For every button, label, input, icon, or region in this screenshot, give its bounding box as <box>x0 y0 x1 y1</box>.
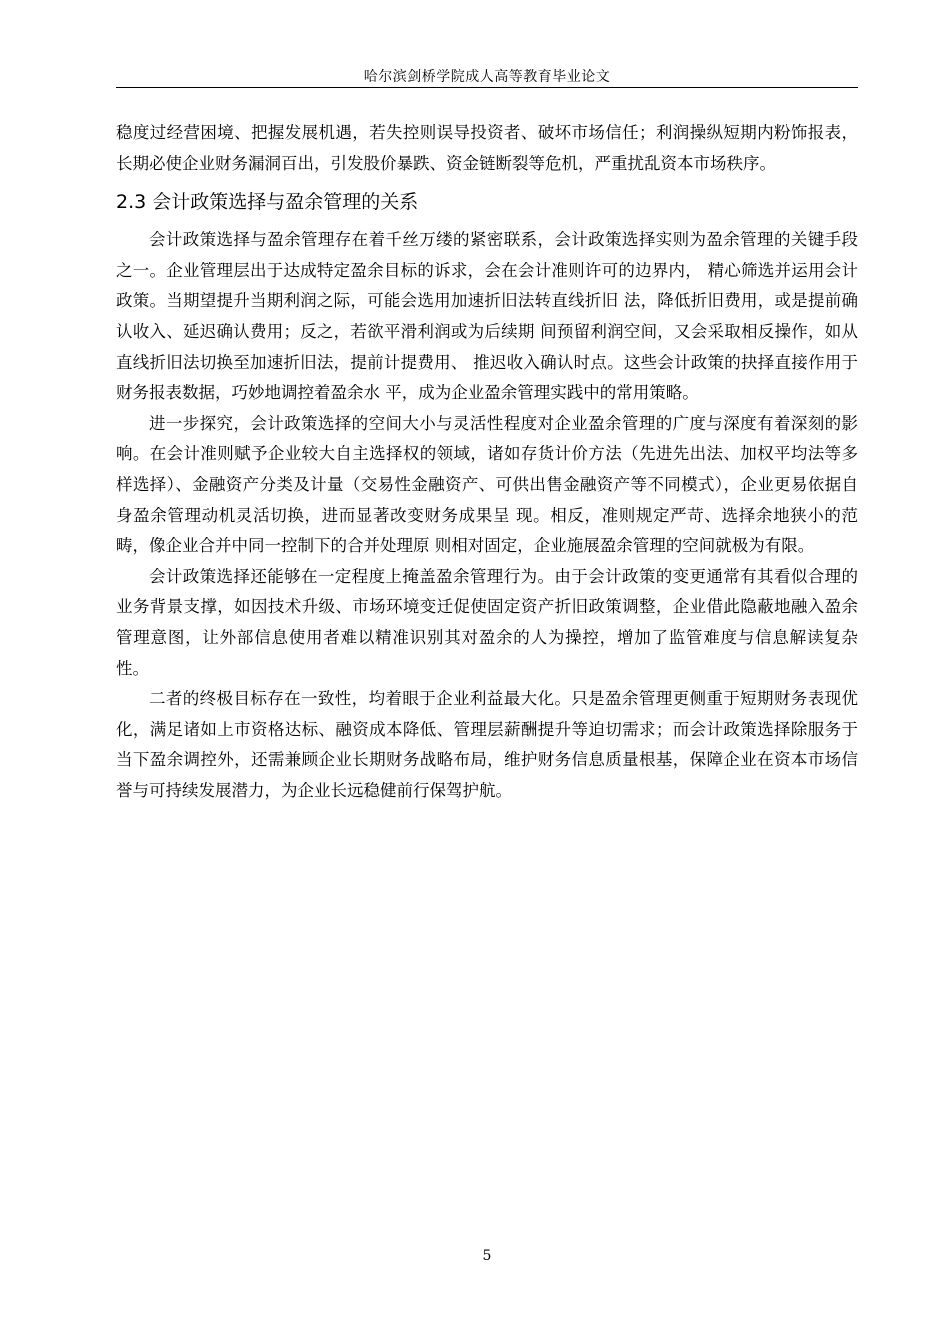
continuation-paragraph: 稳度过经营困境、把握发展机遇，若失控则误导投资者、破坏市场信任；利润操纵短期内粉饰报表，长期必使企业财务漏洞百出，引发股价暴跌、资金链断裂等危机，严重扰乱资本市场秩序。 <box>116 123 858 173</box>
paragraph-4: 二者的终极目标存在一致性，均着眼于企业利益最大化。只是盈余管理更侧重于短期财务表现优化，满足诸如上市资格达标、融资成本降低、管理层薪酬提升等迫切需求；而会计政策选择除服务于当下盈余调控外，还需兼顾企业长期财务战略布局，维护财务信息质量根基，保障企业在资本市场信誉与可持续发展潜力，为企业长远稳健前行保驾护航。 <box>116 689 858 800</box>
paragraph-2: 进一步探究，会计政策选择的空间大小与灵活性程度对企业盈余管理的广度与深度有着深刻的影响。在会计准则赋予企业较大自主选择权的领域，诸如存货计价方法（先进先出法、加权平均法等多样选择）、金融资产分类及计量（交易性金融资产、可供出售金融资产等不同模式），企业更易依据自身盈余管理动机灵活切换，进而显著改变财务成果呈 现。相反，准则规定严苛、选择余地狭小的范畴，像企业合并中同一控制下的合并处理原 则相对固定，企业施展盈余管理的空间就极为有限。 <box>116 413 858 556</box>
header-divider <box>116 87 858 88</box>
page-number: 5 <box>482 1248 492 1264</box>
document-body <box>116 118 858 806</box>
paragraph-1: 会计政策选择与盈余管理存在着千丝万缕的紧密联系，会计政策选择实则为盈余管理的关键手段之一。企业管理层出于达成特定盈余目标的诉求，会在会计准则许可的边界内， 精心筛选并运用会计政策。当期望提升当期利润之际，可能会选用加速折旧法转直线折旧 法，降低折旧费用，或是提前确认收入、延迟确认费用；反之，若欲平滑利润或为后续期 间预留利润空间，又会采取相反操作，如从直线折旧法切换至加速折旧法，提前计提费用、 推迟收入确认时点。这些会计政策的抉择直接作用于财务报表数据，巧妙地调控着盈余水 平，成为企业盈余管理实践中的常用策略。 <box>116 230 858 403</box>
paragraph-3: 会计政策选择还能够在一定程度上掩盖盈余管理行为。由于会计政策的变更通常有其看似合理的业务背景支撑，如因技术升级、市场环境变迁促使固定资产折旧政策调整，企业借此隐蔽地融入盈余管理意图，让外部信息使用者难以精准识别其对盈余的人为操控，增加了监管难度与信息解读复杂性。 <box>116 566 858 678</box>
page-header: 哈尔滨剑桥学院成人高等教育毕业论文 <box>363 69 611 85</box>
section-heading: 2.3 会计政策选择与盈余管理的关系 <box>116 191 419 214</box>
